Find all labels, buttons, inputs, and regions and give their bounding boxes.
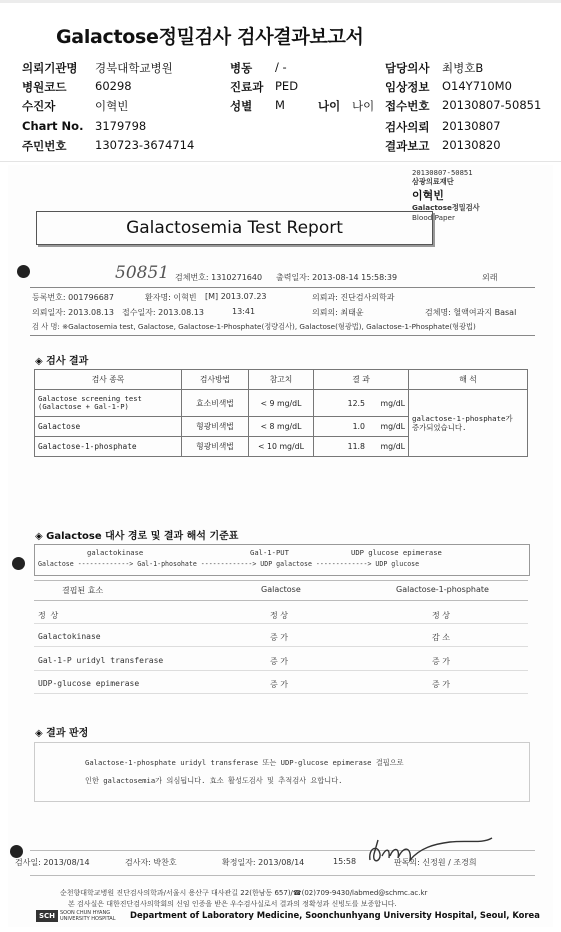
footer-note: 본 검사실은 대한진단검사의학회의 신임 인증을 받은 우수검사실로서 결과의 정확성과 신빙도를 보증합니다. (68, 900, 397, 908)
def-col-galactose: Galactose (261, 585, 301, 594)
result-cell (314, 417, 409, 437)
req-label: 검사의뢰 (385, 120, 430, 134)
col-interp: 해 석 (409, 370, 528, 390)
hospital-code-value: 60298 (95, 79, 132, 93)
pathway-enzyme-2: Gal-1-PUT (250, 548, 289, 557)
item-cell: Galactose-1-phosphate (35, 437, 182, 457)
recv-time: 13:41 (232, 307, 256, 316)
results-table (34, 369, 528, 457)
footer-address: 순천향대학교병원 진단검사의학과/서울시 용산구 대사관길 22(한남동 657)/☎(02)709-9430/labmed@schmc.ac.kr (60, 889, 428, 897)
punch-hole (17, 265, 30, 278)
divider (30, 875, 535, 876)
divider (30, 335, 535, 336)
table-header-row (35, 370, 528, 390)
report-value: 20130820 (442, 138, 501, 152)
judge-line-1: Galactose-1-phosphate uridyl transferase 또는 UDP-glucose epimerase 결핍으로 (85, 758, 404, 767)
judge-line-2: 인한 galactosemia가 의심됩니다. 효소 활성도검사 및 추적검사 요합니다. (85, 776, 343, 785)
patient-name-line: 환자명: 이혁빈 (145, 293, 197, 302)
def-g1p: 증 가 (432, 657, 450, 666)
pathway-enzyme-1: galactokinase (87, 548, 144, 557)
result-cell (314, 437, 409, 457)
receipt-value: 20130807-50851 (442, 98, 542, 112)
def-g1p: 정 상 (432, 611, 450, 620)
def-enzyme: Galactokinase (38, 632, 101, 641)
specimen: 검체명: 혈액여과지 Basal (425, 308, 517, 317)
exam-no: 검체번호: 1310271640 (175, 273, 263, 282)
report-label: 결과보고 (385, 139, 430, 153)
req-doc: 의뢰의: 최태윤 (312, 308, 364, 317)
def-gal: 정 상 (270, 611, 288, 620)
def-g1p: 증 가 (432, 680, 450, 689)
examiner: 검사자: 박찬호 (125, 858, 177, 867)
divider (34, 670, 528, 671)
dept-value: PED (275, 79, 299, 93)
confirmer: 판독의: 신정원 / 조경희 (394, 858, 477, 867)
page-title: Galactose정밀검사 검사결과보고서 (56, 26, 364, 48)
pathway-line: Galactose -------------> Gal-1-phosohate -------------> UDP galactose -------------> UDP glucose (38, 560, 420, 568)
req-dept: 의뢰과: 진단검사의학과 (312, 293, 395, 302)
result-cell (314, 390, 409, 417)
result-unit: mg/dL (380, 398, 405, 408)
col-result: 결 과 (314, 370, 409, 390)
divider (34, 646, 528, 647)
method-cell: 형광비색법 (182, 437, 249, 457)
def-enzyme: UDP-glucose epimerase (38, 679, 140, 688)
method-cell: 형광비색법 (182, 417, 249, 437)
age-value: 나이 (352, 99, 375, 113)
item-cell: Galactose (35, 417, 182, 437)
pathway-enzyme-3: UDP glucose epimerase (351, 548, 442, 557)
chart-label: Chart No. (22, 119, 84, 133)
exam-date: 검사일: 2013/08/14 (15, 858, 90, 867)
def-enzyme: 정 상 (38, 611, 59, 620)
divider (34, 600, 528, 601)
hospital-code-label: 병원코드 (22, 80, 67, 94)
pathway-heading: ◈ Galactose 대사 경로 및 결과 해석 기준표 (35, 531, 239, 542)
result-value: 12.5 (347, 398, 365, 408)
result-value: 11.8 (347, 442, 365, 451)
pathway-box (34, 544, 530, 576)
def-enzyme: Gal-1-P uridyl transferase (38, 656, 164, 665)
patient-label: 수진자 (22, 99, 56, 113)
id-label: 주민번호 (22, 139, 67, 153)
confirm-time: 15:58 (333, 857, 357, 866)
col-method: 검사방법 (182, 370, 249, 390)
corner-name: 이혁빈 (412, 189, 444, 202)
clinical-value: O14Y710M0 (442, 79, 512, 93)
req-value: 20130807 (442, 119, 501, 133)
corner-paper: Blood Paper (412, 213, 455, 222)
results-heading: ◈ 검사 결과 (35, 356, 89, 367)
sex-label: 성별 (230, 99, 253, 113)
chart-value: 3179798 (95, 119, 147, 133)
confirm-date: 확정일자: 2013/08/14 (222, 858, 305, 867)
divider (34, 693, 528, 694)
def-col-g1p: Galactose-1-phosphate (396, 585, 489, 594)
doctor-label: 담당의사 (385, 61, 430, 75)
ward-label: 병동 (230, 61, 253, 75)
def-gal: 증 가 (270, 680, 288, 689)
method-cell: 효소비색법 (182, 390, 249, 417)
signature-icon (364, 834, 499, 870)
divider (34, 623, 528, 624)
receipt-label: 접수번호 (385, 99, 430, 113)
corner-code: 20130807-50851 (412, 168, 473, 177)
institution-label: 의뢰기관명 (22, 61, 78, 75)
logo-sub-2: UNIVERSITY HOSPITAL (60, 916, 116, 922)
report-title-box (36, 211, 433, 245)
report-title: Galactosemia Test Report (126, 218, 343, 238)
table-row (35, 390, 528, 417)
result-unit: mg/dL (380, 422, 405, 431)
clinical-label: 임상정보 (385, 80, 430, 94)
age-label: 나이 (318, 99, 341, 113)
doctor-value: 최병호B (442, 61, 484, 75)
handwritten-number: 50851 (115, 263, 170, 283)
ref-cell: < 9 mg/dL (249, 390, 314, 417)
dept-label: 진료과 (230, 80, 264, 94)
interp-cell: galactose-1-phosphate가 증가되었습니다. (409, 390, 528, 457)
outpatient-label: 외래 (482, 273, 498, 282)
institution-value: 경북대학교병원 (95, 61, 173, 75)
hospital-logo-icon: SCH (36, 910, 58, 922)
punch-hole (12, 557, 25, 570)
result-value: 1.0 (352, 422, 365, 431)
ref-cell: < 10 mg/dL (249, 437, 314, 457)
judge-box (34, 742, 530, 802)
corner-org: 삼광의료재단 (412, 177, 454, 186)
sex-value: M (275, 98, 285, 112)
item-cell: Galactose screening test (Galactose + Gal-1-P) (35, 390, 182, 417)
col-ref: 참고치 (249, 370, 314, 390)
judge-heading: ◈ 결과 판정 (35, 728, 89, 739)
top-border (0, 0, 561, 3)
footer-department: Department of Laboratory Medicine, Soonchunhyang University Hospital, Seoul, Korea (130, 910, 540, 920)
hospital-logo-text (60, 910, 116, 922)
id-value: 130723-3674714 (95, 138, 195, 152)
header-divider (0, 161, 561, 162)
col-item: 검사 종목 (35, 370, 182, 390)
recv-date: 접수일자: 2013.08.13 (122, 308, 204, 317)
m-date: [M] 2013.07.23 (205, 292, 267, 301)
print-date: 출력일자: 2013-08-14 15:58:39 (276, 273, 398, 282)
ward-value: / - (275, 60, 287, 74)
divider (30, 287, 535, 288)
def-gal: 증 가 (270, 633, 288, 642)
result-unit: mg/dL (380, 442, 405, 451)
patient-value: 이혁빈 (95, 99, 129, 113)
logo-sub-1: SOON CHUN HYANG (60, 910, 111, 916)
req-date: 의뢰일자: 2013.08.13 (32, 308, 114, 317)
def-col-enzyme: 결핍된 효소 (62, 586, 104, 595)
reg-no: 등록번호: 001796687 (32, 293, 114, 302)
test-names: 검 사 명: ※Galactosemia test, Galactose, Galactose-1-Phosphate(정량검사), Galactose(형광법), Galactose-1-Phosphate(형광법) (32, 322, 476, 331)
corner-test: Galactose정밀검사 (412, 203, 480, 212)
def-g1p: 감 소 (432, 633, 450, 642)
def-gal: 증 가 (270, 657, 288, 666)
divider (34, 580, 528, 581)
ref-cell: < 8 mg/dL (249, 417, 314, 437)
